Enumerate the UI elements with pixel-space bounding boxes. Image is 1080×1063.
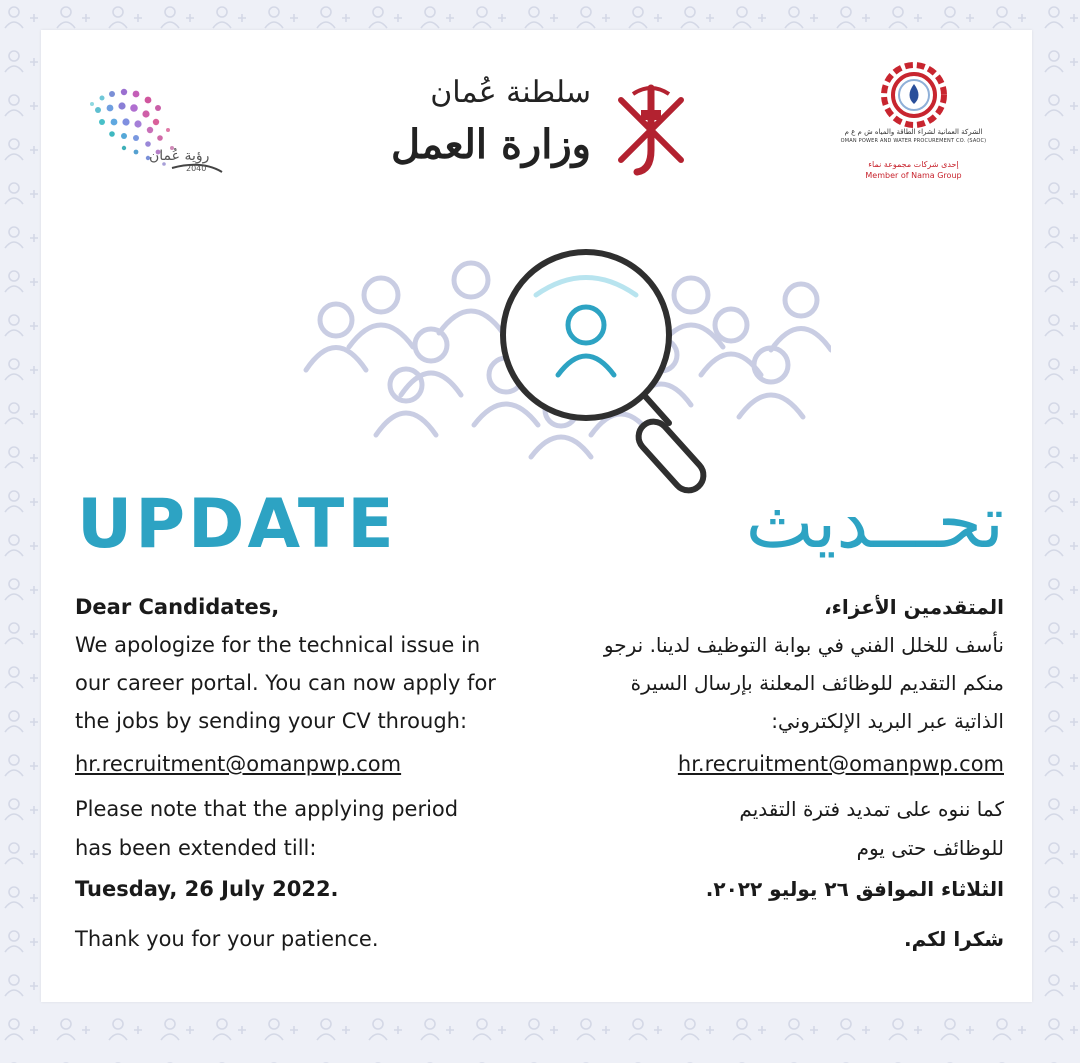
company-name-en: OMAN POWER AND WATER PROCUREMENT CO. (SAOC) bbox=[840, 138, 987, 144]
note-line-ar: للوظائف حتى يوم bbox=[856, 836, 1004, 860]
omanpwp-logo-icon bbox=[879, 60, 949, 130]
note-line-en: has been extended till: bbox=[75, 836, 317, 860]
vision-logo-text: رؤية عُمان bbox=[149, 148, 210, 164]
update-title-en: UPDATE bbox=[77, 485, 397, 564]
ministry-line2: وزارة العمل bbox=[391, 121, 591, 168]
body-line-ar: منكم التقديم للوظائف المعلنة بإرسال السيرة bbox=[630, 671, 1004, 695]
body-line-ar: نأسف للخلل الفني في بوابة التوظيف لدينا. نرجو bbox=[603, 633, 1004, 657]
ministry-header bbox=[391, 75, 691, 185]
body-line-en: We apologize for the technical issue in bbox=[75, 633, 481, 657]
greeting-ar: المتقدمين الأعزاء، bbox=[824, 595, 1004, 619]
greeting-en: Dear Candidates, bbox=[75, 595, 280, 619]
oman-emblem-icon bbox=[611, 80, 691, 180]
ministry-line1: سلطنة عُمان bbox=[430, 75, 591, 110]
thanks-ar: شكرا لكم. bbox=[904, 927, 1004, 951]
email-link-en[interactable]: hr.recruitment@omanpwp.com bbox=[75, 752, 402, 776]
thanks-en: Thank you for your patience. bbox=[75, 927, 379, 951]
oman-vision-2040-logo-icon bbox=[72, 68, 262, 188]
note-line-ar: كما ننوه على تمديد فترة التقديم bbox=[739, 797, 1004, 821]
member-nama-en: Member of Nama Group bbox=[865, 171, 962, 180]
body-line-en: the jobs by sending your CV through: bbox=[75, 709, 468, 733]
announcement-card bbox=[41, 30, 1032, 1002]
body-line-ar: الذاتية عبر البريد الإلكتروني: bbox=[771, 709, 1004, 733]
note-line-en: Please note that the applying period bbox=[75, 797, 459, 821]
vision-logo-year: 2040 bbox=[186, 164, 207, 173]
deadline-en: Tuesday, 26 July 2022. bbox=[75, 877, 339, 901]
magnifier-over-people-icon bbox=[261, 225, 831, 505]
email-link-ar[interactable]: hr.recruitment@omanpwp.com bbox=[677, 752, 1004, 776]
update-title-ar: تحـــديث bbox=[745, 480, 1004, 564]
deadline-ar: الثلاثاء الموافق ٢٦ يوليو ٢٠٢٢. bbox=[705, 877, 1004, 901]
member-nama-ar: إحدى شركات مجموعة نماء bbox=[868, 160, 959, 169]
company-name-ar: الشركة العمانية لشراء الطاقة والمياه ش م ع م bbox=[844, 128, 983, 136]
body-line-en: our career portal. You can now apply for bbox=[75, 671, 496, 695]
